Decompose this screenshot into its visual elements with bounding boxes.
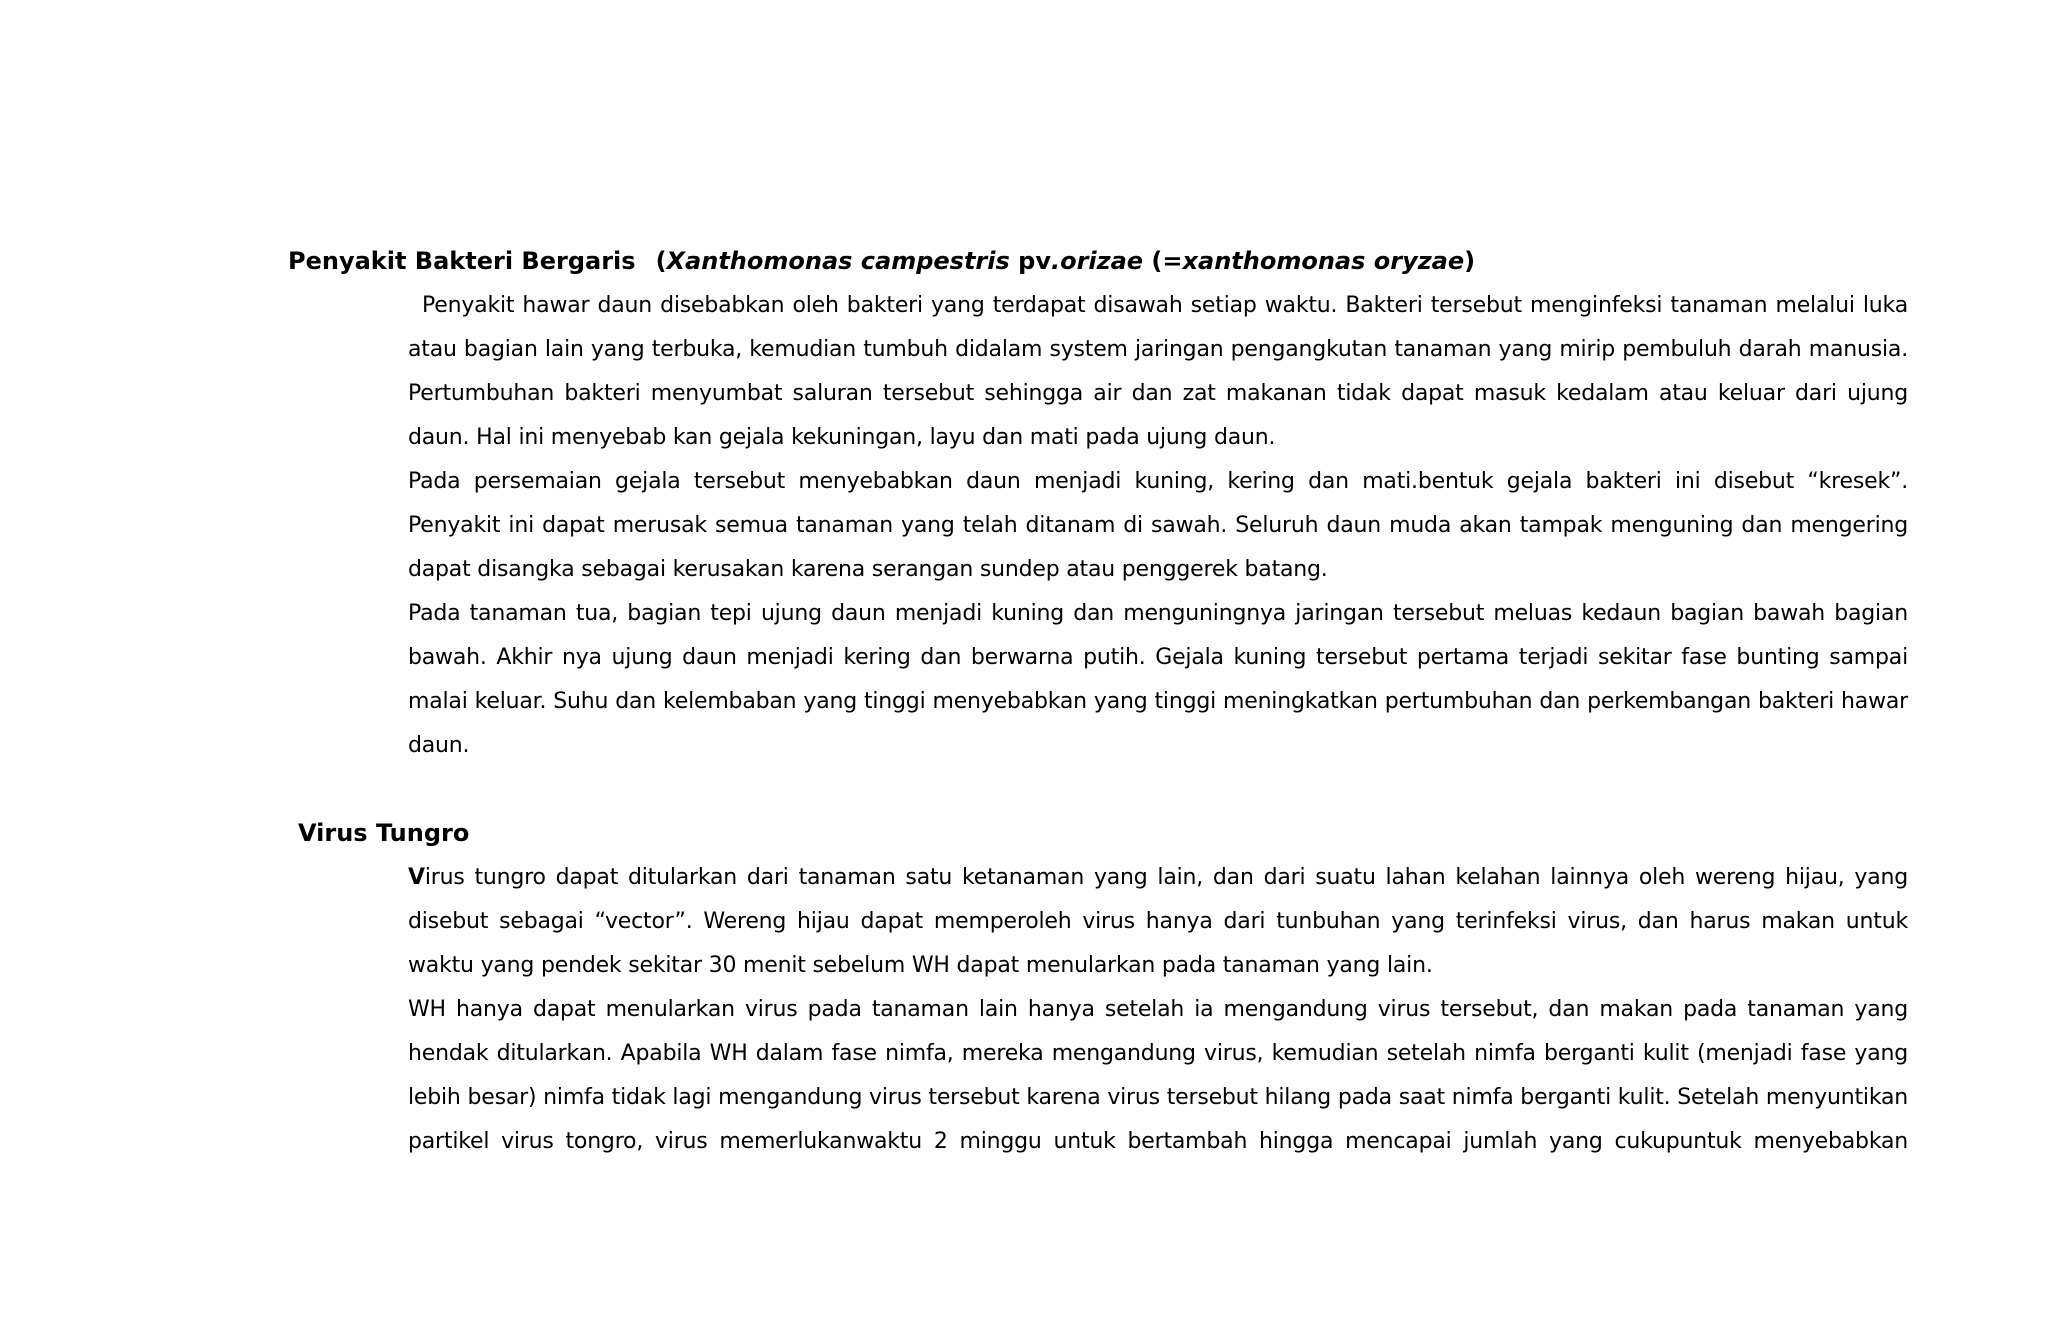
heading-paren-mid: ( — [1143, 247, 1163, 275]
heading-plain-text: Penyakit Bakteri Bergaris — [288, 247, 636, 275]
section-heading-bacterial-streak — [288, 246, 1475, 276]
section-heading-tungro-virus: Virus Tungro — [298, 819, 470, 847]
section-body-bacterial-streak — [408, 284, 1908, 768]
paragraph — [408, 856, 1908, 988]
paragraph-text: Penyakit hawar daun disebabkan oleh bakteri yang terdapat disawah setiap waktu. Bakteri tersebut menginfeksi tanaman melalui luka atau bagian lain yang terbuka, kemudian tumbuh didalam system jaringan pengangkutan tanaman yang mirip pembuluh darah manusia. Pertumbuhan bakteri menyumbat saluran tersebut sehingga air dan zat makanan tidak dapat masuk kedalam atau keluar dari ujung daun. Hal ini menyebab kan gejala kekuningan, layu dan mati pada ujung daun. — [408, 293, 1908, 450]
heading-synonym: =xanthomonas oryzae — [1162, 247, 1465, 275]
heading-pathovar-name: .orizae — [1050, 247, 1144, 275]
section-body-tungro-virus — [408, 856, 1908, 1164]
heading-paren-open: ( — [655, 247, 667, 275]
heading-pathovar-abbrev: pv — [1009, 247, 1051, 275]
paragraph: WH hanya dapat menularkan virus pada tanaman lain hanya setelah ia mengandung virus tersebut, dan makan pada tanaman yang hendak ditularkan. Apabila WH dalam fase nimfa, mereka mengandung virus, kemudian setelah nimfa berganti kulit (menjadi fase yang lebih besar) nimfa tidak lagi mengandung virus tersebut karena virus tersebut hilang pada saat nimfa berganti kulit. Setelah menyuntikan partikel virus tongro, virus memerlukanwaktu 2 minggu untuk bertambah hingga mencapai jumlah yang cukupuntuk menyebabkan — [408, 997, 1908, 1154]
paragraph — [408, 284, 1908, 460]
paragraph: Pada persemaian gejala tersebut menyebabkan daun menjadi kuning, kering dan mati.bentuk gejala bakteri ini disebut “kresek”. Penyakit ini dapat merusak semua tanaman yang telah ditanam di sawah. Seluruh daun muda akan tampak menguning dan mengering dapat disangka sebagai kerusakan karena serangan sundep atau penggerek batang. — [408, 469, 1908, 582]
paragraph-text: irus tungro dapat ditularkan dari tanaman satu ketanaman yang lain, dan dari suatu lahan kelahan lainnya oleh wereng hijau, yang disebut sebagai “vector”. Wereng hijau dapat memperoleh virus hanya dari tunbuhan yang terinfeksi virus, dan harus makan untuk waktu yang pendek sekitar 30 menit sebelum WH dapat menularkan pada tanaman yang lain. — [408, 865, 1908, 978]
drop-initial: V — [408, 865, 425, 890]
heading-paren-close: ) — [1464, 247, 1476, 275]
heading-species-name: Xanthomonas campestris — [666, 247, 1010, 275]
paragraph: Pada tanaman tua, bagian tepi ujung daun menjadi kuning dan menguningnya jaringan tersebut meluas kedaun bagian bawah bagian bawah. Akhir nya ujung daun menjadi kering dan berwarna putih. Gejala kuning tersebut pertama terjadi sekitar fase bunting sampai malai keluar. Suhu dan kelembaban yang tinggi menyebabkan yang tinggi meningkatkan pertumbuhan dan perkembangan bakteri hawar daun. — [408, 601, 1908, 758]
